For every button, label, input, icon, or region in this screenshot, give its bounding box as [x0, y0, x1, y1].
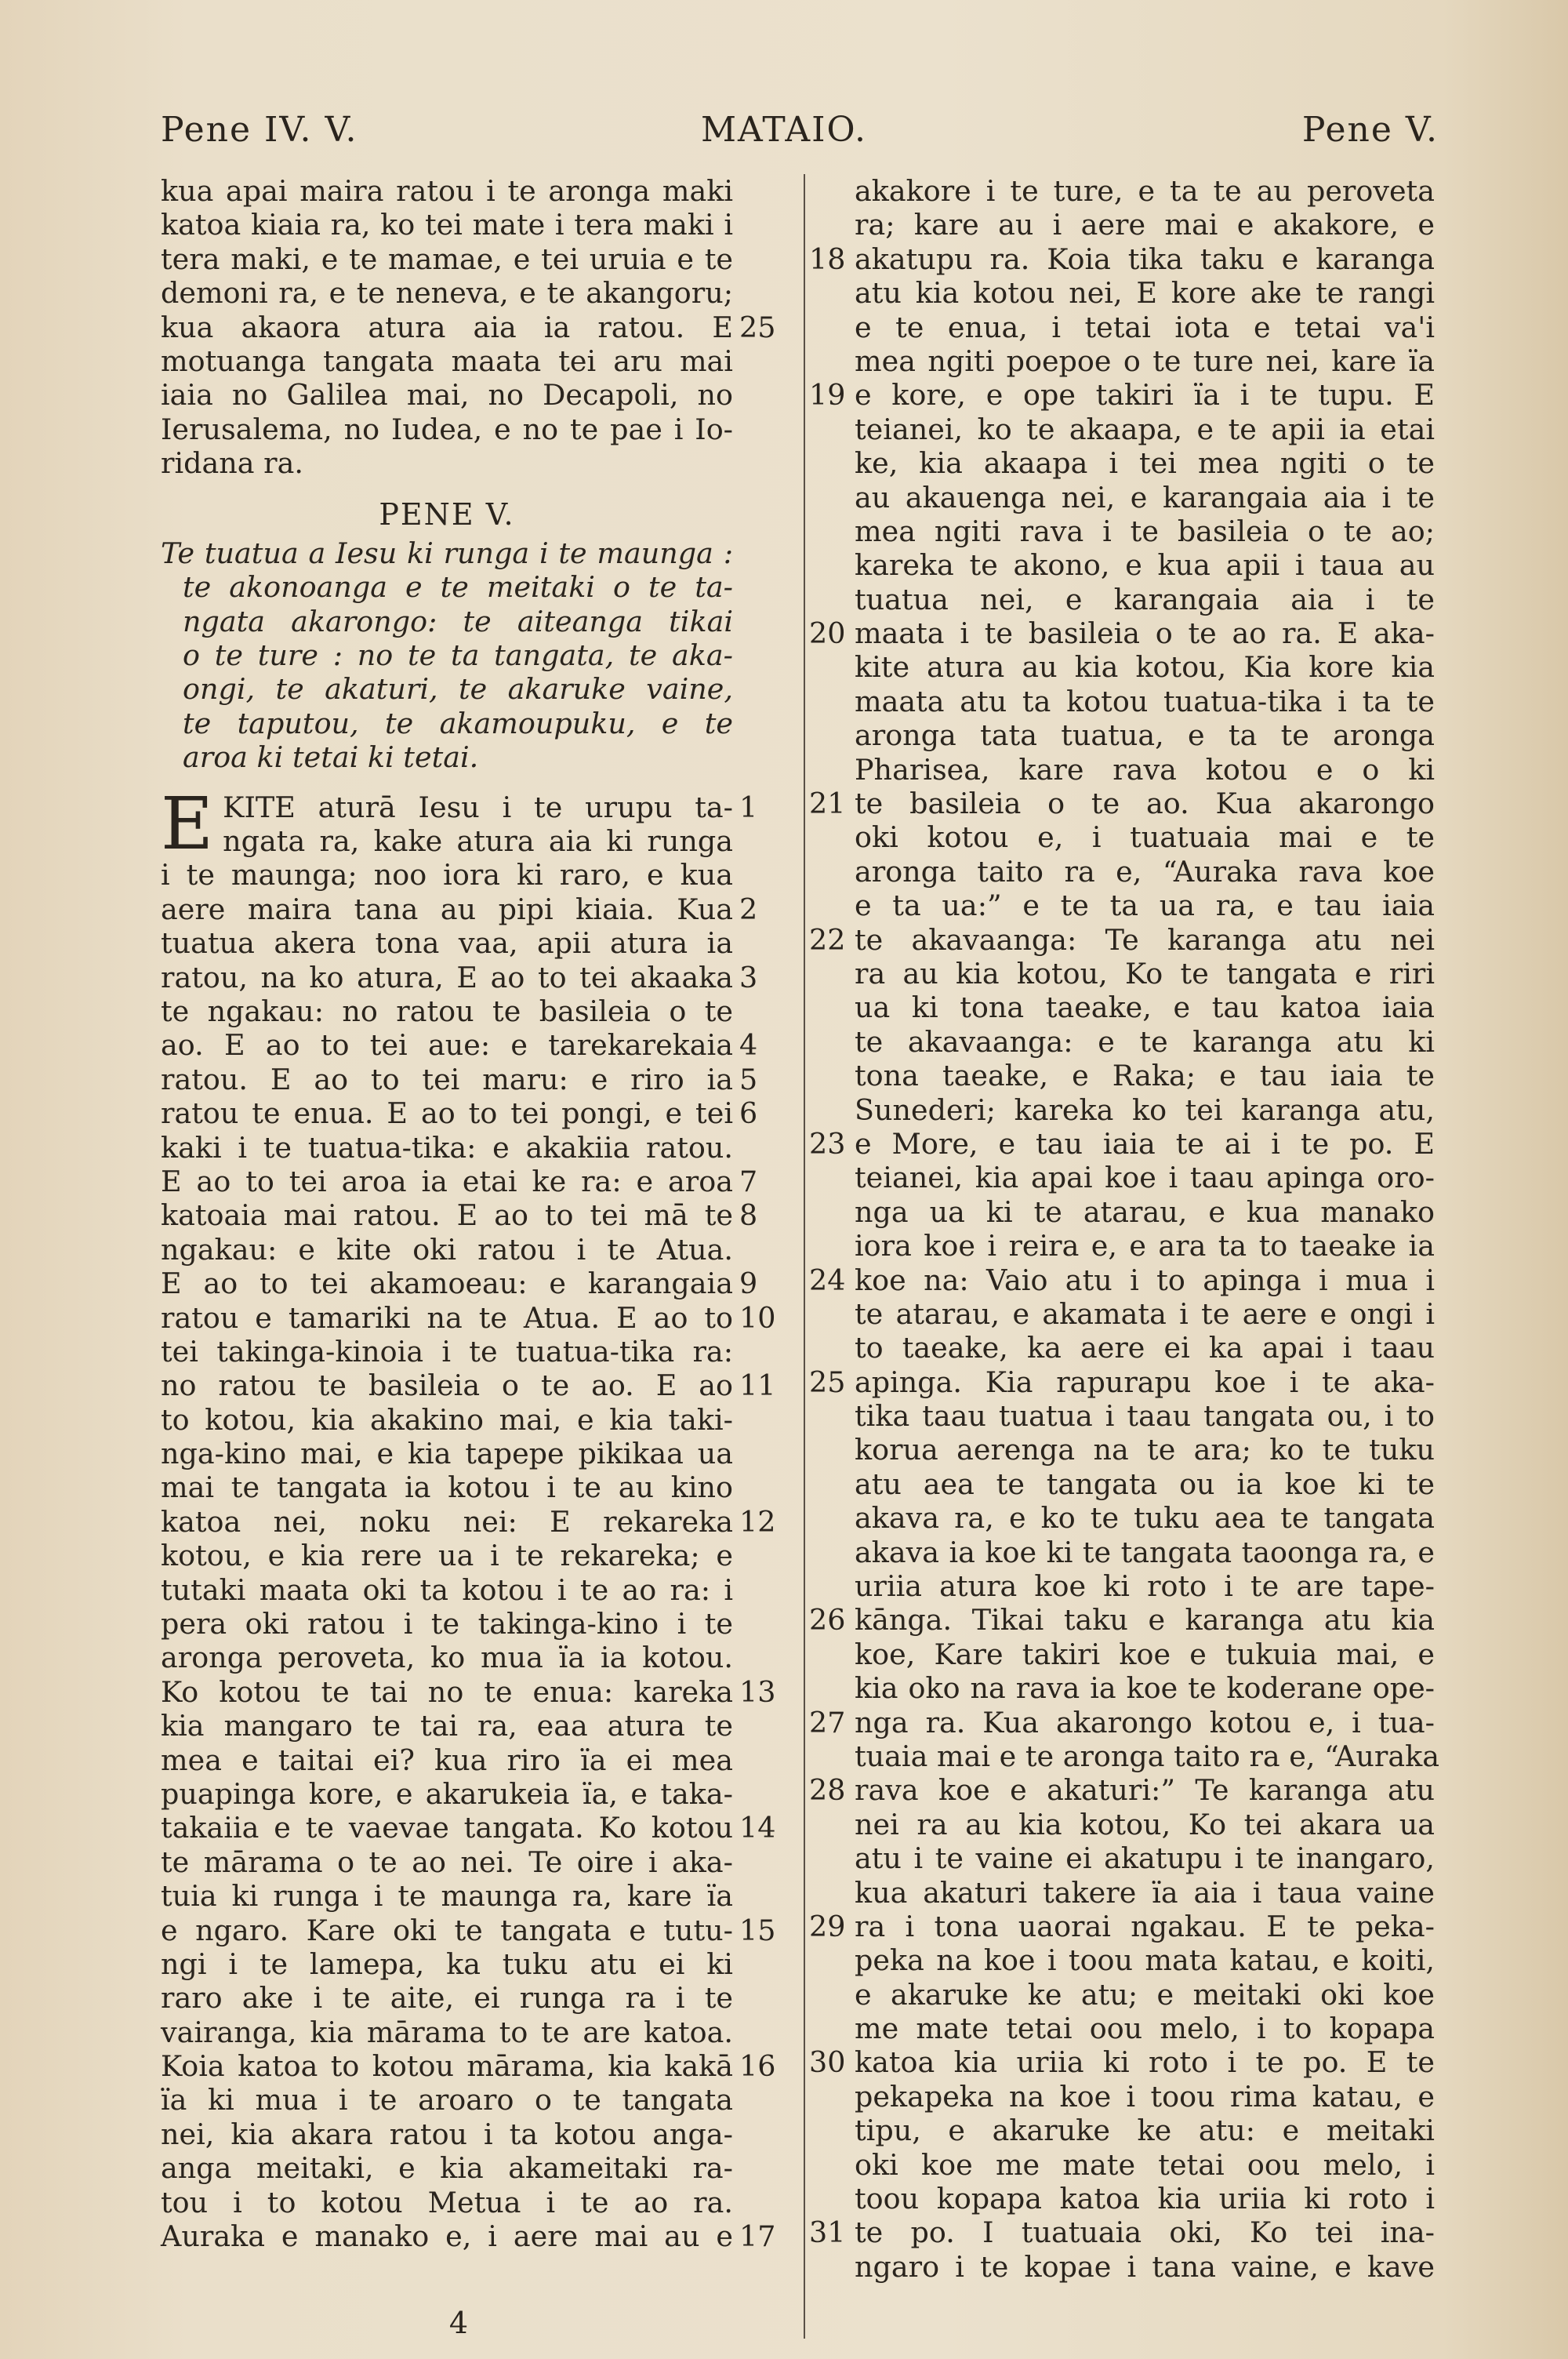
- line-text: e akaruke ke atu; e meitaki oki koe: [855, 1977, 1435, 2012]
- text-line: [855, 481, 1435, 514]
- verse-number: 19: [809, 378, 846, 413]
- verse-number: 29: [809, 1909, 846, 1943]
- line-text: tika taau tuatua i taau tangata ou, i to: [855, 1399, 1435, 1434]
- text-line: [809, 922, 1435, 957]
- line-text: aronga peroveta, ko mua ïa ia kotou.: [161, 1641, 733, 1675]
- line-text: te po. I tuatuaia oki, Ko tei ina-: [855, 2215, 1435, 2250]
- text-line: [161, 994, 733, 1028]
- text-line: [855, 446, 1435, 480]
- line-text: rava koe e akaturi:” Te karanga atu: [855, 1773, 1435, 1808]
- text-line: [855, 208, 1435, 242]
- line-text: ratou. E ao to tei maru: e riro ia: [161, 1062, 733, 1096]
- line-text: to taeake, ka aere ei ka apai i taau: [855, 1331, 1435, 1365]
- line-text: iora koe i reira e, e ara ta to taeake ia: [855, 1229, 1435, 1263]
- text-line: [161, 1674, 776, 1709]
- text-line: [855, 2250, 1435, 2284]
- line-text: ngata akarongo: te aiteanga tikai: [183, 604, 733, 638]
- text-line: [855, 1637, 1435, 1671]
- text-line: [855, 1331, 1435, 1365]
- line-text: Te tuatua a Iesu ki runga i te maunga :: [161, 536, 733, 570]
- line-text: mea ngiti poepoe o te ture nei, kare ïa: [855, 343, 1435, 378]
- line-text: Ierusalema, no Iudea, e no te pae i Io-: [161, 412, 733, 446]
- text-line: [161, 344, 733, 378]
- line-text: tutaki maata oki ta kotou i te ao ra: i: [161, 1572, 733, 1607]
- line-text: Auraka e manako e, i aere mai au e: [161, 2219, 733, 2254]
- text-line: [855, 2080, 1435, 2114]
- verse-number: 30: [809, 2045, 846, 2080]
- line-text: te basileia o te ao. Kua akarongo: [855, 787, 1435, 821]
- line-text: te atarau, e akamata i te aere e ongi i: [855, 1296, 1435, 1331]
- line-text: mea ngiti rava i te basileia o te ao;: [855, 514, 1435, 548]
- line-text: raro ake i te aite, ei runga ra i te: [161, 1981, 733, 2016]
- column-divider: [804, 174, 805, 2339]
- line-text: KITE aturā Iesu i te urupu ta-: [223, 790, 733, 824]
- verse-number: 25: [739, 310, 776, 344]
- line-text: aronga taito ra e, “Auraka rava koe: [855, 854, 1435, 889]
- line-text: ngata ra, kake atura aia ki runga: [223, 824, 733, 859]
- text-line: [161, 1403, 733, 1437]
- text-line: [809, 1705, 1435, 1739]
- line-text: mai te tangata ia kotou i te au kino: [161, 1470, 733, 1505]
- line-text: tera maki, e te mamae, e tei uruia e te: [161, 242, 733, 276]
- line-text: no ratou te basileia o te ao. E ao: [161, 1369, 733, 1403]
- line-text: vairanga, kia mārama to te are katoa.: [161, 2015, 733, 2049]
- text-line: [855, 957, 1435, 990]
- line-text: nei ra au kia kotou, Ko tei akara ua: [855, 1807, 1435, 1841]
- line-text: ra; kare au i aere mai e akakore, e: [855, 208, 1435, 242]
- text-line: [161, 1947, 733, 1981]
- line-text: kotou, e kia rere ua i te rekareka; e: [161, 1539, 733, 1573]
- text-line: [809, 787, 1435, 821]
- text-line: [855, 1093, 1435, 1127]
- line-text: akakore i te ture, e ta te au peroveta: [855, 174, 1435, 208]
- line-text: nga ua ki te atarau, e kua manako: [855, 1194, 1435, 1229]
- line-text: te akavaanga: e te karanga atu ki: [855, 1024, 1435, 1059]
- text-line: [161, 1913, 776, 1947]
- running-head-left: Pene IV. V.: [161, 110, 358, 150]
- line-text: aere maira tana au pipi kiaia. Kua: [161, 892, 733, 926]
- line-text: tuia ki runga i te maunga ra, kare ïa: [161, 1879, 733, 1914]
- text-line: [161, 2151, 733, 2185]
- line-text: ïa ki mua i te aroaro o te tangata: [161, 2083, 733, 2117]
- text-line: [161, 1607, 733, 1641]
- text-line: [855, 1808, 1435, 1841]
- line-text: nga-kino mai, e kia tapepe pikikaa ua: [161, 1437, 733, 1471]
- text-line: [855, 1841, 1435, 1875]
- line-text: toou kopapa katoa kia uriia ki roto i: [855, 2182, 1435, 2216]
- text-line: [855, 514, 1435, 548]
- text-line: [855, 1569, 1435, 1603]
- text-line: [161, 1300, 776, 1335]
- verse-number: 24: [809, 1263, 846, 1297]
- line-text: ua ki tona taeake, e tau katoa iaia: [855, 990, 1435, 1025]
- text-line: [161, 1573, 733, 1607]
- text-line: [855, 1229, 1435, 1263]
- line-text: uriia atura koe ki roto i te are tape-: [855, 1569, 1435, 1604]
- text-line: [855, 413, 1435, 446]
- line-text: aroa ki tetai ki tetai.: [183, 740, 479, 775]
- text-line: [809, 1603, 1435, 1637]
- line-text: Pharisea, kare rava kotou e o ki: [855, 752, 1435, 787]
- summary-line: [161, 707, 733, 740]
- text-line: [855, 990, 1435, 1024]
- text-line: [161, 2186, 733, 2219]
- line-text: e More, e tau iaia te ai i te po. E: [855, 1126, 1435, 1161]
- summary-line: [161, 570, 733, 604]
- text-line: [161, 1267, 758, 1301]
- text-line: [161, 1096, 758, 1131]
- text-line: [161, 2016, 733, 2049]
- text-line: [855, 548, 1435, 582]
- text-line: [161, 1233, 733, 1267]
- left-column-body: [161, 858, 776, 2254]
- text-line: [161, 413, 733, 446]
- line-text: me mate tetai oou melo, i to kopapa: [855, 2012, 1435, 2046]
- verse-number: 15: [739, 1913, 776, 1947]
- line-text: ratou te enua. E ao to tei pongi, e tei: [161, 1096, 733, 1131]
- line-text: nga ra. Kua akarongo kotou e, i tua-: [855, 1705, 1435, 1739]
- text-line: [161, 2219, 776, 2254]
- line-text: kaki i te tuatua-tika: e akakiia ratou.: [161, 1130, 733, 1165]
- text-line: [855, 1433, 1435, 1467]
- line-text: te akonoanga e te meitaki o te ta-: [183, 570, 733, 605]
- chapter-opening: [161, 781, 758, 866]
- text-line: [855, 1195, 1435, 1229]
- line-text: ke, kia akaapa i tei mea ngiti o te: [855, 446, 1435, 481]
- line-text: kareka te akono, e kua apii i taua au: [855, 548, 1435, 583]
- verse-number: 25: [809, 1365, 846, 1399]
- line-text: teianei, kia apai koe i taau apinga oro-: [855, 1161, 1435, 1195]
- line-text: peka na koe i toou mata katau, e koiti,: [855, 1943, 1435, 1978]
- line-text: iaia no Galilea mai, no Decapoli, no: [161, 378, 733, 413]
- line-text: ao. E ao to tei aue: e tarekarekaia: [161, 1028, 733, 1063]
- line-text: katoa kia uriia ki roto i te po. E te: [855, 2045, 1435, 2080]
- text-line: [809, 2215, 1435, 2250]
- verse-number: 4: [739, 1028, 758, 1063]
- text-line: [855, 1943, 1435, 1977]
- line-text: Koia katoa to kotou mārama, kia kakā: [161, 2049, 733, 2084]
- page-number: 4: [448, 2306, 469, 2340]
- line-text: E ao to tei akamoeau: e karangaia: [161, 1267, 733, 1301]
- text-line: [855, 1161, 1435, 1194]
- text-line: [855, 2114, 1435, 2147]
- line-text: au akauenga nei, e karangaia aia i te: [855, 480, 1435, 514]
- line-text: kānga. Tikai taku e karanga atu kia: [855, 1603, 1435, 1637]
- verse-number: 7: [739, 1164, 758, 1198]
- line-text: ngakau: e kite oki ratou i te Atua.: [161, 1232, 733, 1267]
- line-text: i te maunga; noo iora ki raro, e kua: [161, 858, 733, 892]
- line-text: e ta ua:” e te ta ua ra, e tau iaia: [855, 889, 1435, 923]
- text-line: [855, 1501, 1435, 1535]
- line-text: tuaia mai e te aronga taito ra e, “Auraka: [855, 1739, 1439, 1773]
- summary-line: [161, 672, 733, 706]
- line-text: kia mangaro te tai ra, eaa atura te: [161, 1709, 733, 1743]
- text-line: [855, 820, 1435, 854]
- line-text: ridana ra.: [161, 446, 303, 481]
- line-text: te akavaanga: Te karanga atu nei: [855, 922, 1435, 957]
- text-line: [855, 276, 1435, 310]
- verse-number: 13: [739, 1674, 776, 1709]
- line-text: katoaia mai ratou. E ao to tei mā te: [161, 1198, 733, 1233]
- line-text: puapinga kore, e akarukeia ïa, e taka-: [161, 1776, 733, 1811]
- text-line: [855, 685, 1435, 718]
- left-column-top-text: [161, 174, 776, 481]
- text-line: [161, 1845, 733, 1879]
- text-line: [161, 174, 733, 208]
- text-line: [855, 311, 1435, 344]
- line-text: tei takinga-kinoia i te tuatua-tika ra:: [161, 1334, 733, 1369]
- text-line: [161, 1743, 733, 1777]
- line-text: akava ia koe ki te tangata taoonga ra, e: [855, 1535, 1435, 1569]
- text-line: [809, 1909, 1435, 1943]
- line-text: tuatua akera tona vaa, apii atura ia: [161, 926, 733, 961]
- line-text: ra i tona uaorai ngakau. E te peka-: [855, 1909, 1435, 1943]
- left-column: [161, 174, 776, 2254]
- line-text: maata i te basileia o te ao ra. E aka-: [855, 616, 1435, 651]
- summary-line: [161, 638, 733, 672]
- text-line: [809, 378, 1435, 413]
- text-line: [161, 1164, 758, 1198]
- line-text: atu aea te tangata ou ia koe ki te: [855, 1467, 1435, 1501]
- line-text: katoa nei, noku nei: E rekareka: [161, 1504, 733, 1539]
- text-line: [855, 1399, 1435, 1433]
- text-line: [855, 718, 1435, 752]
- text-line: [855, 1025, 1435, 1059]
- right-column: [809, 174, 1439, 2284]
- right-column-body: [809, 174, 1439, 2284]
- text-line: [855, 855, 1435, 889]
- verse-number: 10: [739, 1300, 776, 1335]
- text-line: [161, 1539, 733, 1572]
- line-text: korua aerenga na te ara; ko te tuku: [855, 1433, 1435, 1467]
- text-line: [161, 276, 733, 310]
- verse-number: 11: [739, 1369, 776, 1403]
- text-line: [855, 650, 1435, 684]
- text-line: [809, 1263, 1435, 1297]
- text-line: [161, 1709, 733, 1743]
- text-line: [161, 1335, 733, 1369]
- text-line: [855, 1876, 1435, 1910]
- line-text: e te enua, i tetai iota e tetai va'i: [855, 310, 1435, 344]
- verse-number: 2: [739, 892, 758, 926]
- line-text: tona taeake, e Raka; e tau iaia te: [855, 1059, 1435, 1093]
- text-line: [809, 616, 1435, 651]
- line-text: pera oki ratou i te takinga-kino i te: [161, 1607, 733, 1641]
- line-text: tuatua nei, e karangaia aia i te: [855, 582, 1435, 616]
- text-line: [161, 2117, 733, 2151]
- verse-number: 28: [809, 1773, 846, 1808]
- text-line: [855, 174, 1435, 208]
- verse-number: 22: [809, 922, 846, 957]
- line-text: kua akaora atura aia ia ratou. E: [161, 310, 733, 344]
- line-text: e kore, e ope takiri ïa i te tupu. E: [855, 378, 1435, 413]
- text-line: [855, 1536, 1435, 1569]
- text-line: [855, 889, 1435, 922]
- text-line: [855, 1467, 1435, 1501]
- line-text: tipu, e akaruke ke atu: e meitaki: [855, 2114, 1435, 2148]
- line-text: motuanga tangata maata tei aru mai: [161, 343, 733, 378]
- verse-number: 17: [739, 2219, 776, 2254]
- text-line: [855, 1739, 1439, 1773]
- line-text: katoa kiaia ra, ko tei mate i tera maki i: [161, 208, 733, 242]
- line-text: takaiia e te vaevae tangata. Ko kotou: [161, 1811, 733, 1845]
- line-text: kite atura au kia kotou, Kia kore kia: [855, 650, 1435, 685]
- line-text: te taputou, te akamoupuku, e te: [183, 706, 733, 740]
- line-text: kua apai maira ratou i te aronga maki: [161, 174, 733, 208]
- chapter-summary: [161, 536, 733, 775]
- line-text: koe na: Vaio atu i to apinga i mua i: [855, 1263, 1435, 1297]
- line-text: e ngaro. Kare oki te tangata e tutu-: [161, 1913, 733, 1947]
- text-line: [809, 1365, 1435, 1399]
- summary-line: [161, 740, 733, 774]
- text-line: [855, 2148, 1435, 2182]
- line-text: nei, kia akara ratou i ta kotou anga-: [161, 2117, 733, 2151]
- line-text: ngi i te lamepa, ka tuku atu ei ki: [161, 1946, 733, 1981]
- verse-number: 20: [809, 616, 846, 651]
- text-line: [161, 1062, 758, 1096]
- chapter-heading: PENE V.: [379, 496, 515, 532]
- line-text: Sunederi; kareka ko tei karanga atu,: [855, 1092, 1435, 1127]
- text-line: [855, 1671, 1435, 1705]
- line-text: o te ture : no te ta tangata, te aka-: [183, 638, 733, 673]
- summary-line: [161, 605, 733, 638]
- text-line: [161, 1981, 733, 2015]
- text-line: [809, 1126, 1435, 1161]
- line-text: Ko kotou te tai no te enua: kareka: [161, 1674, 733, 1709]
- line-text: ongi, te akaturi, te akaruke vaine,: [183, 672, 733, 707]
- text-line: [809, 1773, 1435, 1808]
- verse-number: 18: [809, 242, 846, 276]
- text-line: [161, 790, 758, 824]
- verse-number: 5: [739, 1062, 758, 1096]
- line-text: E ao to tei aroa ia etai ke ra: e aroa: [161, 1164, 733, 1198]
- verse-number: 14: [739, 1811, 776, 1845]
- drop-cap-letter: E: [161, 781, 214, 866]
- verse-number: 21: [809, 787, 846, 821]
- line-text: anga meitaki, e kia akameitaki ra-: [161, 2151, 733, 2186]
- text-line: [161, 242, 733, 276]
- verse-number: 26: [809, 1603, 846, 1637]
- line-text: mea e taitai ei? kua riro ïa ei mea: [161, 1743, 733, 1777]
- verse-number: 9: [739, 1267, 758, 1301]
- text-line: [161, 1198, 758, 1233]
- text-line: [855, 583, 1435, 616]
- text-line: [161, 1811, 776, 1845]
- text-line: [161, 1504, 776, 1539]
- text-line: [161, 824, 733, 858]
- running-head-right: Pene V.: [1301, 110, 1439, 150]
- line-text: akava ra, e ko te tuku aea te tangata: [855, 1501, 1435, 1536]
- line-text: aronga tata tuatua, e ta te aronga: [855, 718, 1435, 753]
- text-line: [161, 446, 733, 480]
- line-text: apinga. Kia rapurapu koe i te aka-: [855, 1365, 1435, 1399]
- text-line: [855, 1978, 1435, 2012]
- text-line: [161, 1131, 733, 1165]
- line-text: te mārama o te ao nei. Te oire i aka-: [161, 1845, 733, 1879]
- text-line: [161, 1028, 758, 1063]
- line-text: demoni ra, e te neneva, e te akangoru;: [161, 276, 733, 311]
- line-text: te ngakau: no ratou te basileia o te: [161, 994, 733, 1028]
- text-line: [161, 1777, 733, 1811]
- text-line: [855, 1059, 1435, 1092]
- running-head-title: MATAIO.: [701, 110, 867, 150]
- text-line: [855, 2012, 1435, 2045]
- line-text: akatupu ra. Koia tika taku e karanga: [855, 242, 1435, 276]
- line-text: pekapeka na koe i toou rima katau, e: [855, 2079, 1435, 2114]
- text-line: [855, 344, 1435, 378]
- line-text: ratou e tamariki na te Atua. E ao to: [161, 1300, 733, 1335]
- text-line: [161, 1369, 776, 1403]
- line-text: ngaro i te kopae i tana vaine, e kave: [855, 2249, 1435, 2284]
- verse-number: 1: [739, 790, 758, 824]
- text-line: [855, 1297, 1435, 1331]
- text-line: [161, 208, 733, 242]
- line-text: koe, Kare takiri koe e tukuia mai, e: [855, 1637, 1435, 1671]
- line-text: kua akaturi takere ïa aia i taua vaine: [855, 1875, 1435, 1910]
- text-line: [161, 1437, 733, 1470]
- text-line: [809, 2045, 1435, 2080]
- line-text: tou i to kotou Metua i te ao ra.: [161, 2185, 733, 2219]
- verse-number: 31: [809, 2215, 846, 2250]
- line-text: atu kia kotou nei, E kore ake te rangi: [855, 276, 1435, 311]
- text-line: [161, 2049, 776, 2084]
- line-text: ratou, na ko atura, E ao to tei akaaka: [161, 960, 733, 994]
- text-line: [161, 892, 758, 926]
- text-line: [161, 858, 733, 892]
- line-text: atu i te vaine ei akatupu i te inangaro,: [855, 1841, 1435, 1876]
- text-line: [855, 753, 1435, 787]
- verse-number: 6: [739, 1096, 758, 1131]
- text-line: [855, 2182, 1435, 2215]
- verse-number: 12: [739, 1504, 776, 1539]
- line-text: oki koe me mate tetai oou melo, i: [855, 2147, 1435, 2182]
- text-line: [161, 1879, 733, 1913]
- verse-number: 27: [809, 1705, 846, 1739]
- line-text: kia oko na rava ia koe te koderane ope-: [855, 1671, 1435, 1706]
- verse-number: 3: [739, 960, 758, 994]
- verse-number: 16: [739, 2049, 776, 2084]
- line-text: oki kotou e, i tuatuaia mai e te: [855, 820, 1435, 855]
- text-line: [161, 2083, 733, 2117]
- text-line: [161, 378, 733, 412]
- text-line: [809, 242, 1435, 276]
- text-line: [161, 1641, 733, 1674]
- verse-number: 8: [739, 1198, 758, 1233]
- text-line: [161, 1470, 733, 1504]
- text-line: [161, 310, 776, 344]
- line-text: maata atu ta kotou tuatua-tika i ta te: [855, 684, 1435, 718]
- line-text: teianei, ko te akaapa, e te apii ia etai: [855, 412, 1435, 446]
- summary-line: [161, 536, 733, 570]
- text-line: [161, 960, 758, 994]
- line-text: to kotou, kia akakino mai, e kia taki-: [161, 1402, 733, 1437]
- text-line: [161, 926, 733, 960]
- line-text: ra au kia kotou, Ko te tangata e riri: [855, 956, 1435, 990]
- verse-number: 23: [809, 1126, 846, 1161]
